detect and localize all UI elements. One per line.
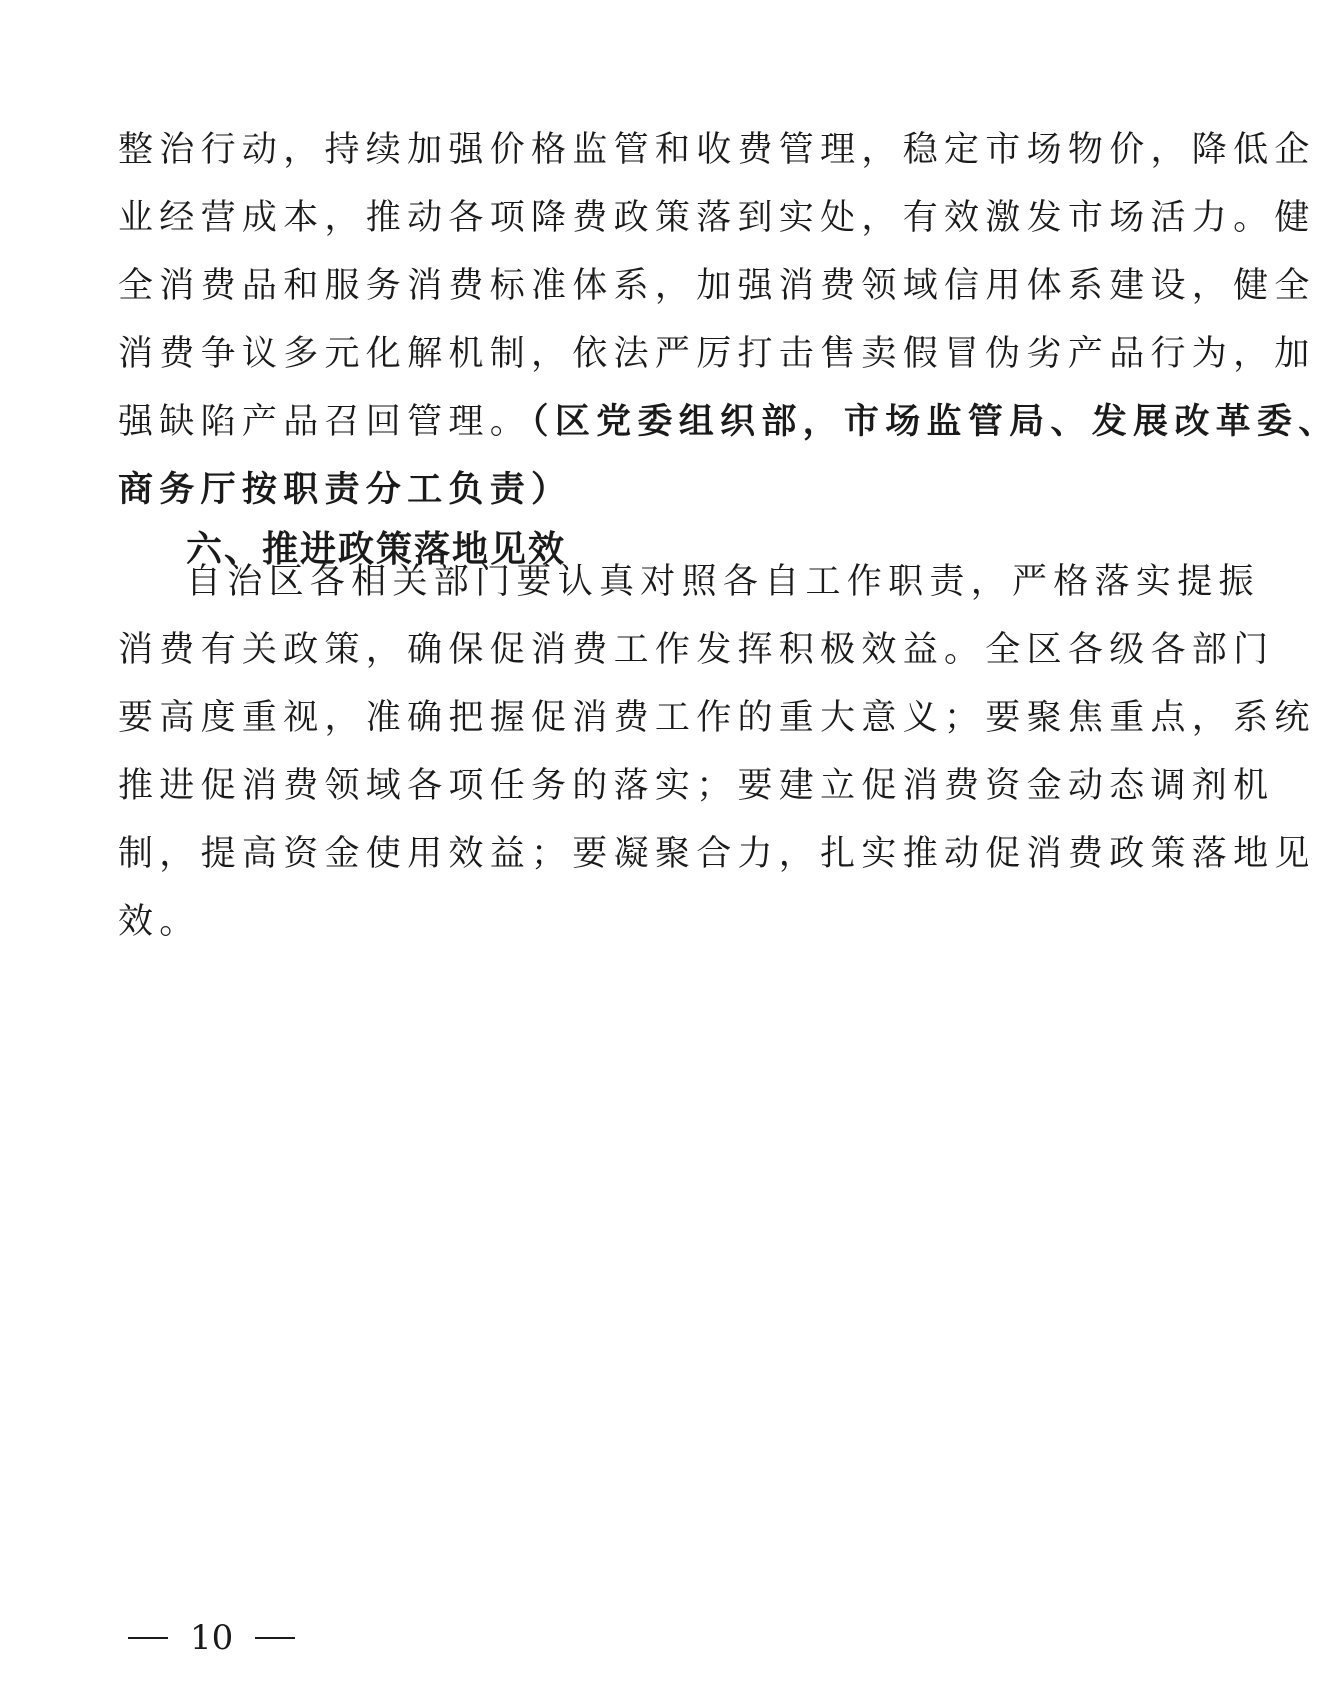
paragraph-line: 要高度重视，准确把握促消费工作的重大意义；要聚焦重点，系统 (118, 698, 1316, 738)
paragraph-measures (118, 116, 1340, 524)
page-number-value: 10 (190, 1618, 234, 1658)
paragraph-line (118, 456, 1090, 524)
section-heading: 六、推进政策落地见效 (186, 528, 567, 570)
paragraph-line: 业经营成本，推动各项降费政策落到实处，有效激发市场活力。健 (118, 198, 1316, 238)
paragraph-line: 消费争议多元化解机制，依法严厉打击售卖假冒伪劣产品行为，加 (118, 334, 1316, 374)
page-number-dash-right (255, 1637, 295, 1639)
responsible-departments-note: （区党委组织部，市场监管局、发展改革委、 (531, 401, 1340, 442)
paragraph-implementation (118, 548, 1316, 956)
paragraph-line: 制，提高资金使用效益；要凝聚合力，扎实推动促消费政策落地见 (118, 834, 1316, 874)
paragraph-line: 推进促消费领域各项任务的落实；要建立促消费资金动态调剂机 (118, 766, 1275, 806)
page-number-dash-left (128, 1637, 168, 1639)
paragraph-line (118, 388, 1340, 456)
paragraph-line: 效。 (118, 902, 201, 942)
paragraph-line: 整治行动，持续加强价格监管和收费管理，稳定市场物价，降低企 (118, 130, 1316, 170)
page-number (128, 1618, 295, 1658)
paragraph-line-text: 强缺陷产品召回管理。 (118, 402, 532, 442)
paragraph-line: 自治区各相关部门要认真对照各自工作职责，严格落实提振 (186, 562, 1260, 602)
paragraph-line: 全消费品和服务消费标准体系，加强消费领域信用体系建设，健全 (118, 266, 1316, 306)
responsible-departments-note: 商务厅按职责分工负责） (118, 469, 573, 510)
paragraph-line: 消费有关政策，确保促消费工作发挥积极效益。全区各级各部门 (118, 630, 1275, 670)
